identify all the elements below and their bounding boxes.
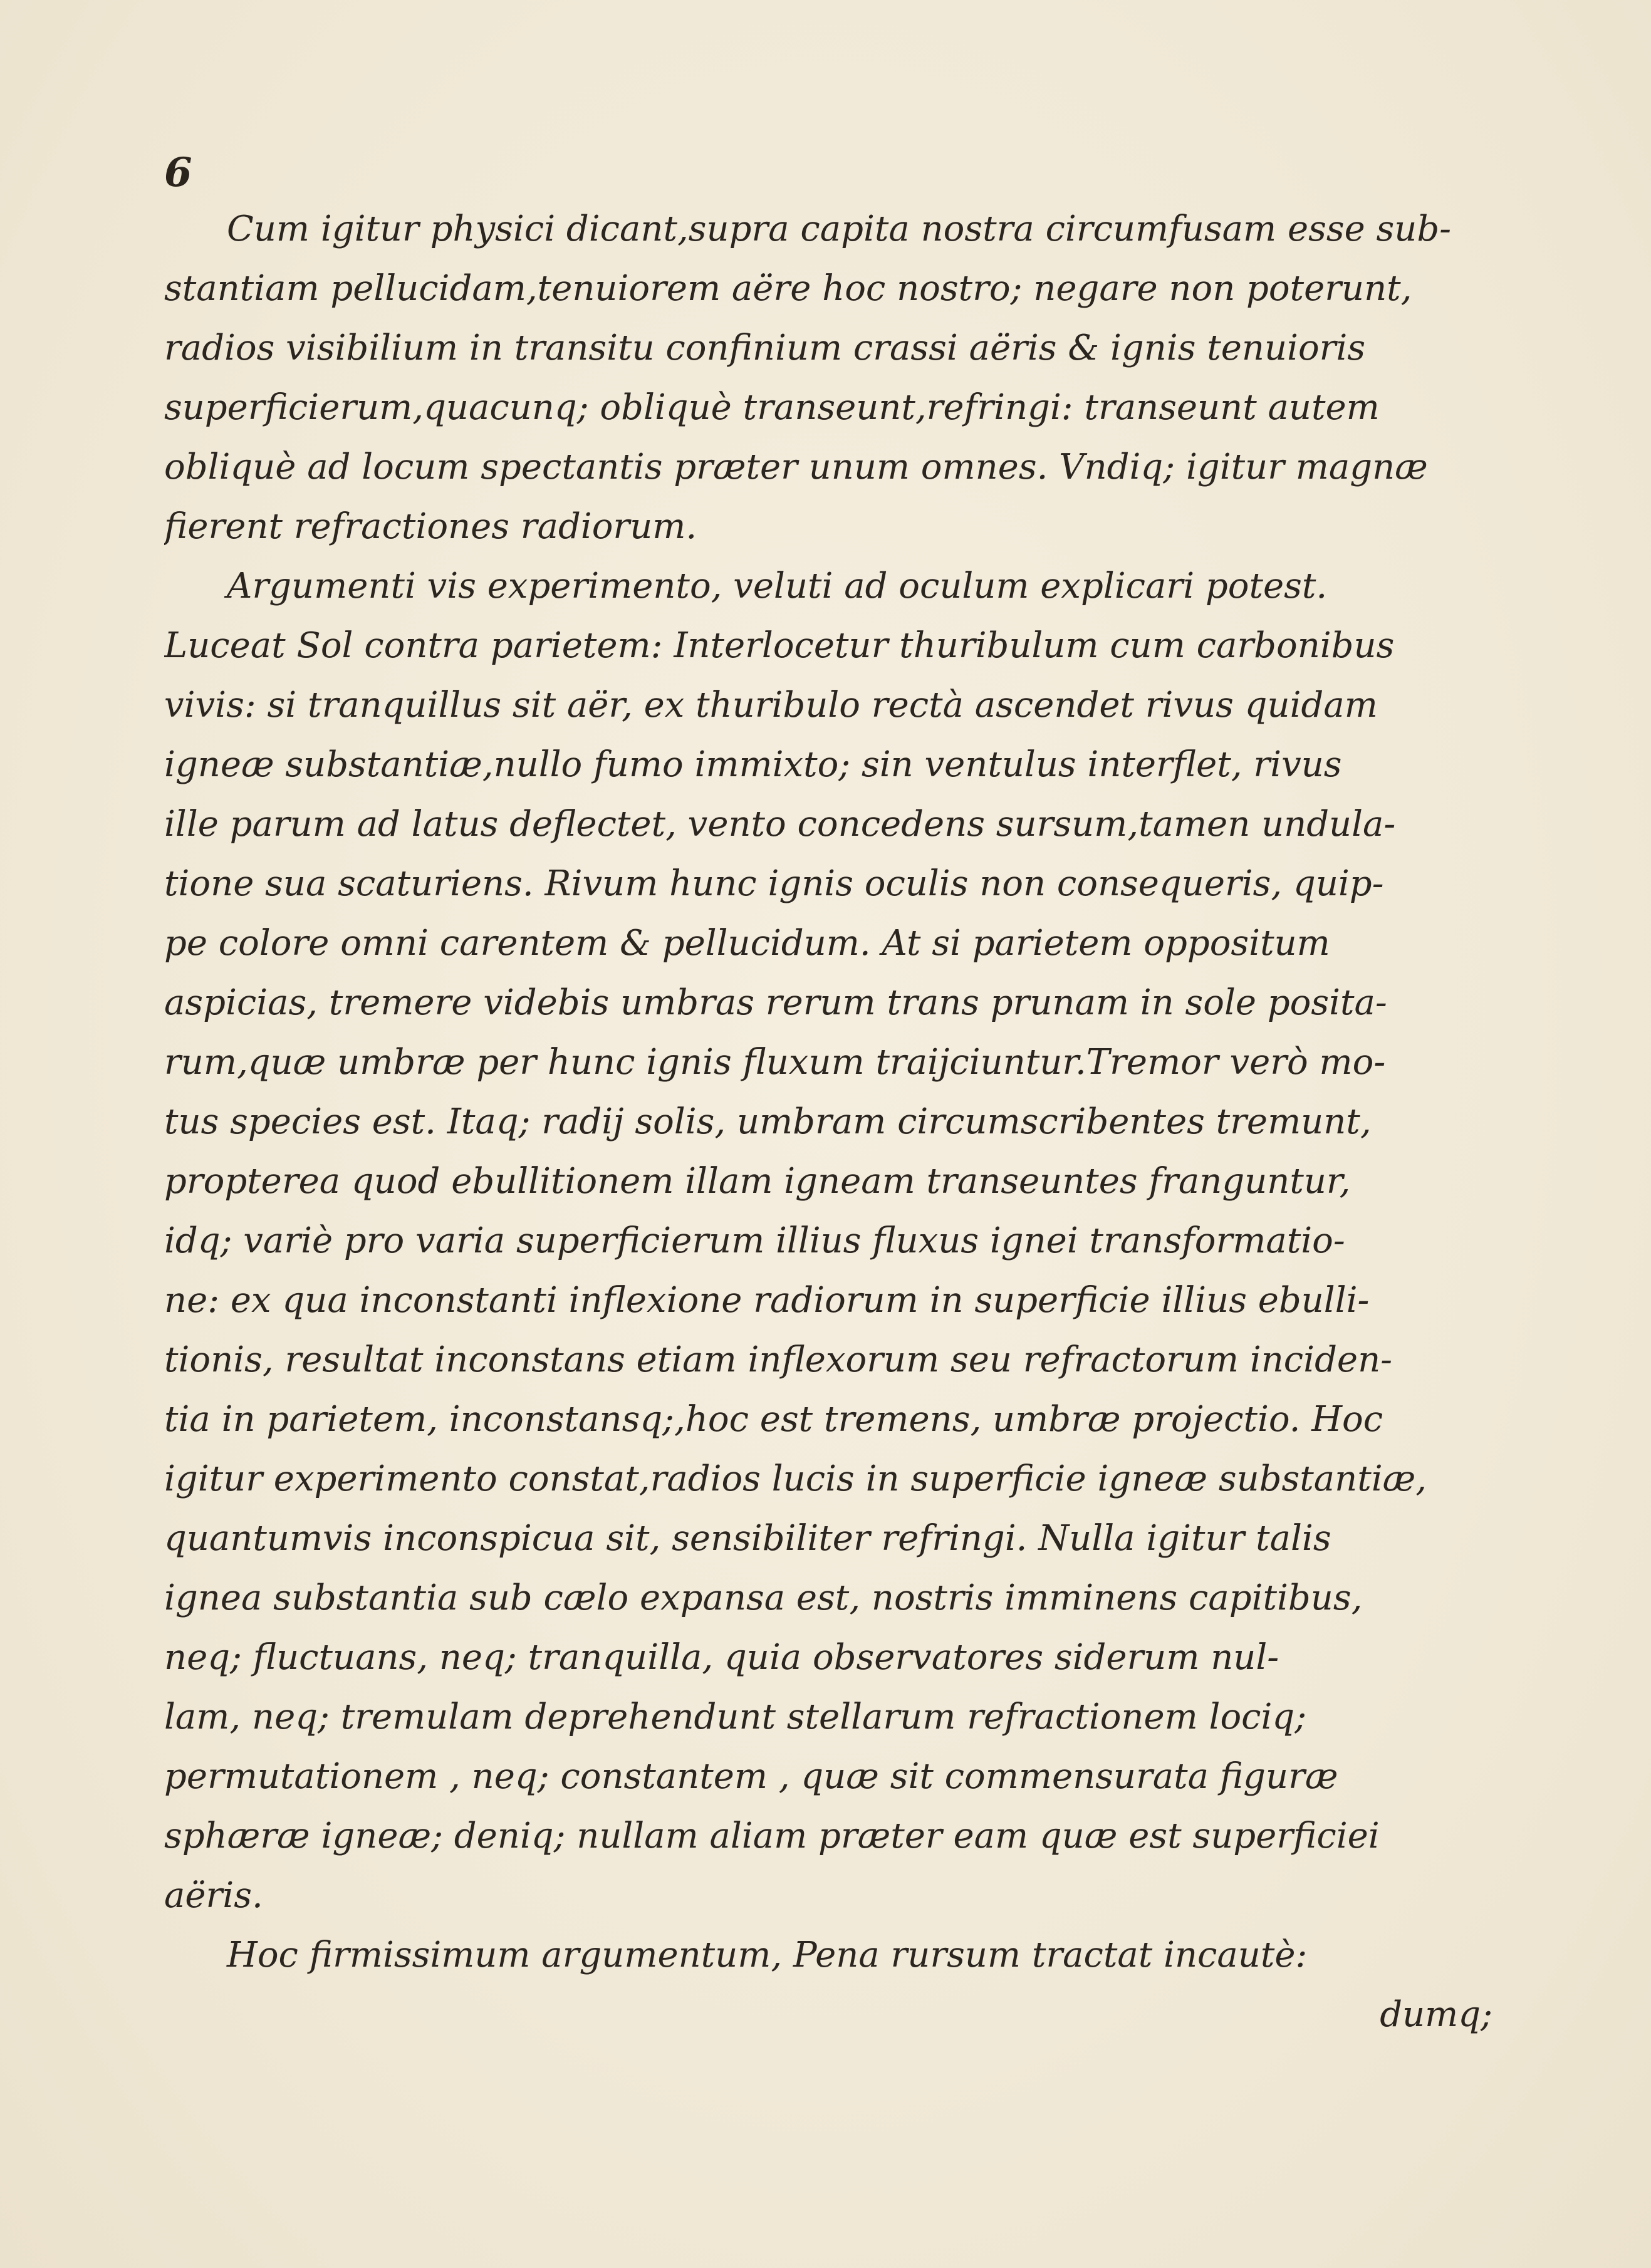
text-line: igneæ substantiæ,nullo fumo immixto; sin ventulus interflet, rivus — [164, 744, 1342, 785]
text-line: neq; fluctuans, neq; tranquilla, quia observatores siderum nul- — [164, 1637, 1279, 1678]
text-line: tionis, resultat inconstans etiam inflexorum seu refractorum inciden- — [164, 1339, 1393, 1380]
text-line: tia in parietem, inconstansq;,hoc est tremens, umbræ projectio. Hoc — [164, 1399, 1383, 1440]
text-line: vivis: si tranquillus sit aër, ex thuribulo rectà ascendet rivus quidam — [164, 685, 1378, 726]
text-line: lam, neq; tremulam deprehendunt stellarum refractionem lociq; — [164, 1697, 1307, 1737]
text-line: Hoc firmissimum argumentum, Pena rursum tractat incautè: — [227, 1935, 1308, 1975]
text-line: aëris. — [164, 1875, 263, 1916]
text-line: stantiam pellucidam,tenuiorem aëre hoc nostro; negare non poterunt, — [164, 268, 1412, 309]
body-text — [164, 199, 1505, 2044]
text-line: Argumenti vis experimento, veluti ad oculum explicari potest. — [227, 566, 1328, 606]
text-line: ne: ex qua inconstanti inflexione radiorum in superficie illius ebulli- — [164, 1280, 1370, 1321]
text-line: sphæræ igneæ; deniq; nullam aliam præter eam quæ est superficiei — [164, 1816, 1380, 1856]
text-line: ignea substantia sub cælo expansa est, nostris imminens capitibus, — [164, 1578, 1363, 1618]
text-line: aspicias, tremere videbis umbras rerum trans prunam in sole posita- — [164, 982, 1387, 1023]
text-line: quantumvis inconspicua sit, sensibiliter refringi. Nulla igitur talis — [164, 1518, 1331, 1559]
text-line: fierent refractiones radiorum. — [164, 506, 697, 547]
text-line: igitur experimento constat,radios lucis in superficie igneæ substantiæ, — [164, 1459, 1427, 1499]
catchword: dumq; — [1380, 1994, 1492, 2035]
text-line: obliquè ad locum spectantis præter unum omnes. Vndiq; igitur magnæ — [164, 447, 1428, 487]
text-line: superficierum,quacunq; obliquè transeunt,refringi: transeunt autem — [164, 387, 1380, 428]
text-line: ille parum ad latus deflectet, vento concedens sursum,tamen undula- — [164, 804, 1396, 845]
text-line: Luceat Sol contra parietem: Interlocetur thuribulum cum carbonibus — [164, 625, 1395, 666]
text-line: rum,quæ umbræ per hunc ignis fluxum traijciuntur.Tremor verò mo- — [164, 1042, 1386, 1083]
text-line: tione sua scaturiens. Rivum hunc ignis oculis non consequeris, quip- — [164, 863, 1384, 904]
text-line: pe colore omni carentem & pellucidum. At si parietem oppositum — [164, 923, 1330, 964]
text-line: Cum igitur physici dicant,supra capita nostra circumfusam esse sub- — [227, 209, 1452, 249]
text-line: idq; variè pro varia superficierum illius fluxus ignei transformatio- — [164, 1220, 1345, 1261]
text-line: permutationem , neq; constantem , quæ sit commensurata figuræ — [164, 1756, 1338, 1797]
page-number: 6 — [164, 149, 192, 196]
text-line: tus species est. Itaq; radij solis, umbram circumscribentes tremunt, — [164, 1101, 1372, 1142]
text-line: radios visibilium in transitu confinium crassi aëris & ignis tenuioris — [164, 328, 1366, 368]
text-line: propterea quod ebullitionem illam igneam transeuntes franguntur, — [164, 1161, 1351, 1202]
